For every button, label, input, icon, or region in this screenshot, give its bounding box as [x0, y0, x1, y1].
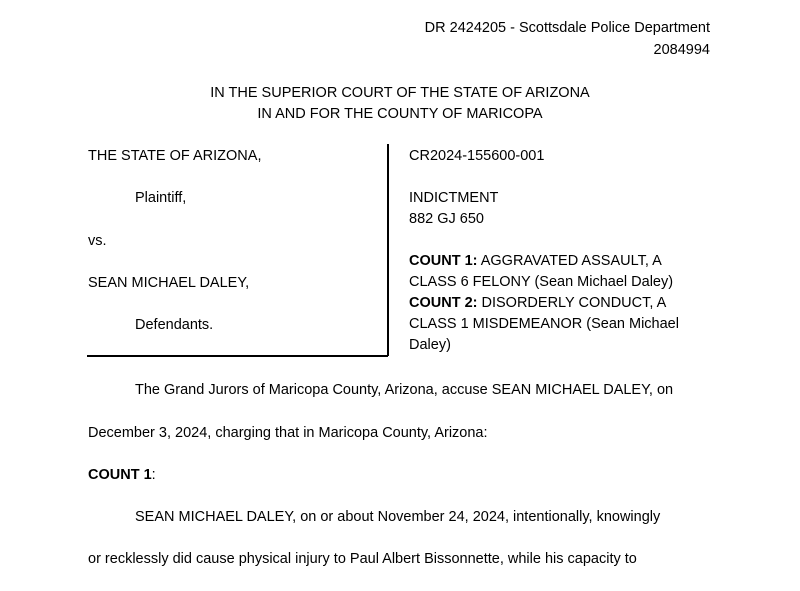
count-1-class: CLASS 6 FELONY (Sean Michael Daley)	[409, 274, 674, 290]
defendant-name: SEAN MICHAEL DALEY,	[88, 275, 250, 291]
court-title-line1: IN THE SUPERIOR COURT OF THE STATE OF ARIZONA	[210, 85, 590, 101]
header-report-line: DR 2424205 - Scottsdale Police Department	[424, 20, 710, 36]
count-2-summary	[409, 293, 666, 314]
count-2-charge: DISORDERLY CONDUCT, A	[477, 295, 667, 311]
count-1-summary	[409, 251, 662, 272]
case-number: CR2024-155600-001	[409, 148, 545, 164]
plaintiff-name: THE STATE OF ARIZONA,	[88, 148, 262, 164]
count-1-text-line2: or recklessly did cause physical injury to Paul Albert Bissonnette, while his capacity to	[88, 551, 637, 567]
count-1-heading	[88, 465, 156, 486]
grand-jury-number: 882 GJ 650	[409, 211, 484, 227]
count-1-text-line1: SEAN MICHAEL DALEY, on or about November 24, 2024, intentionally, knowingly	[135, 509, 661, 525]
defendant-label: Defendants.	[135, 317, 214, 333]
caption-vertical-divider	[387, 144, 389, 356]
accusation-line1: The Grand Jurors of Maricopa County, Arizona, accuse SEAN MICHAEL DALEY, on	[135, 382, 674, 398]
header-id-line: 2084994	[653, 42, 710, 58]
document-type: INDICTMENT	[409, 190, 499, 206]
count-1-charge: AGGRAVATED ASSAULT, A	[477, 253, 662, 269]
court-title-line2: IN AND FOR THE COUNTY OF MARICOPA	[257, 106, 543, 122]
count-2-label: COUNT 2:	[409, 295, 478, 311]
count-1-heading-colon: :	[151, 467, 156, 483]
caption-bottom-rule	[87, 355, 388, 357]
count-1-heading-label: COUNT 1	[88, 467, 152, 483]
count-2-class: CLASS 1 MISDEMEANOR (Sean Michael	[409, 316, 679, 332]
count-2-class-cont: Daley)	[409, 337, 451, 353]
plaintiff-label: Plaintiff,	[135, 190, 187, 206]
count-1-label: COUNT 1:	[409, 253, 478, 269]
accusation-line2: December 3, 2024, charging that in Maricopa County, Arizona:	[88, 425, 488, 441]
versus-label: vs.	[88, 233, 107, 249]
